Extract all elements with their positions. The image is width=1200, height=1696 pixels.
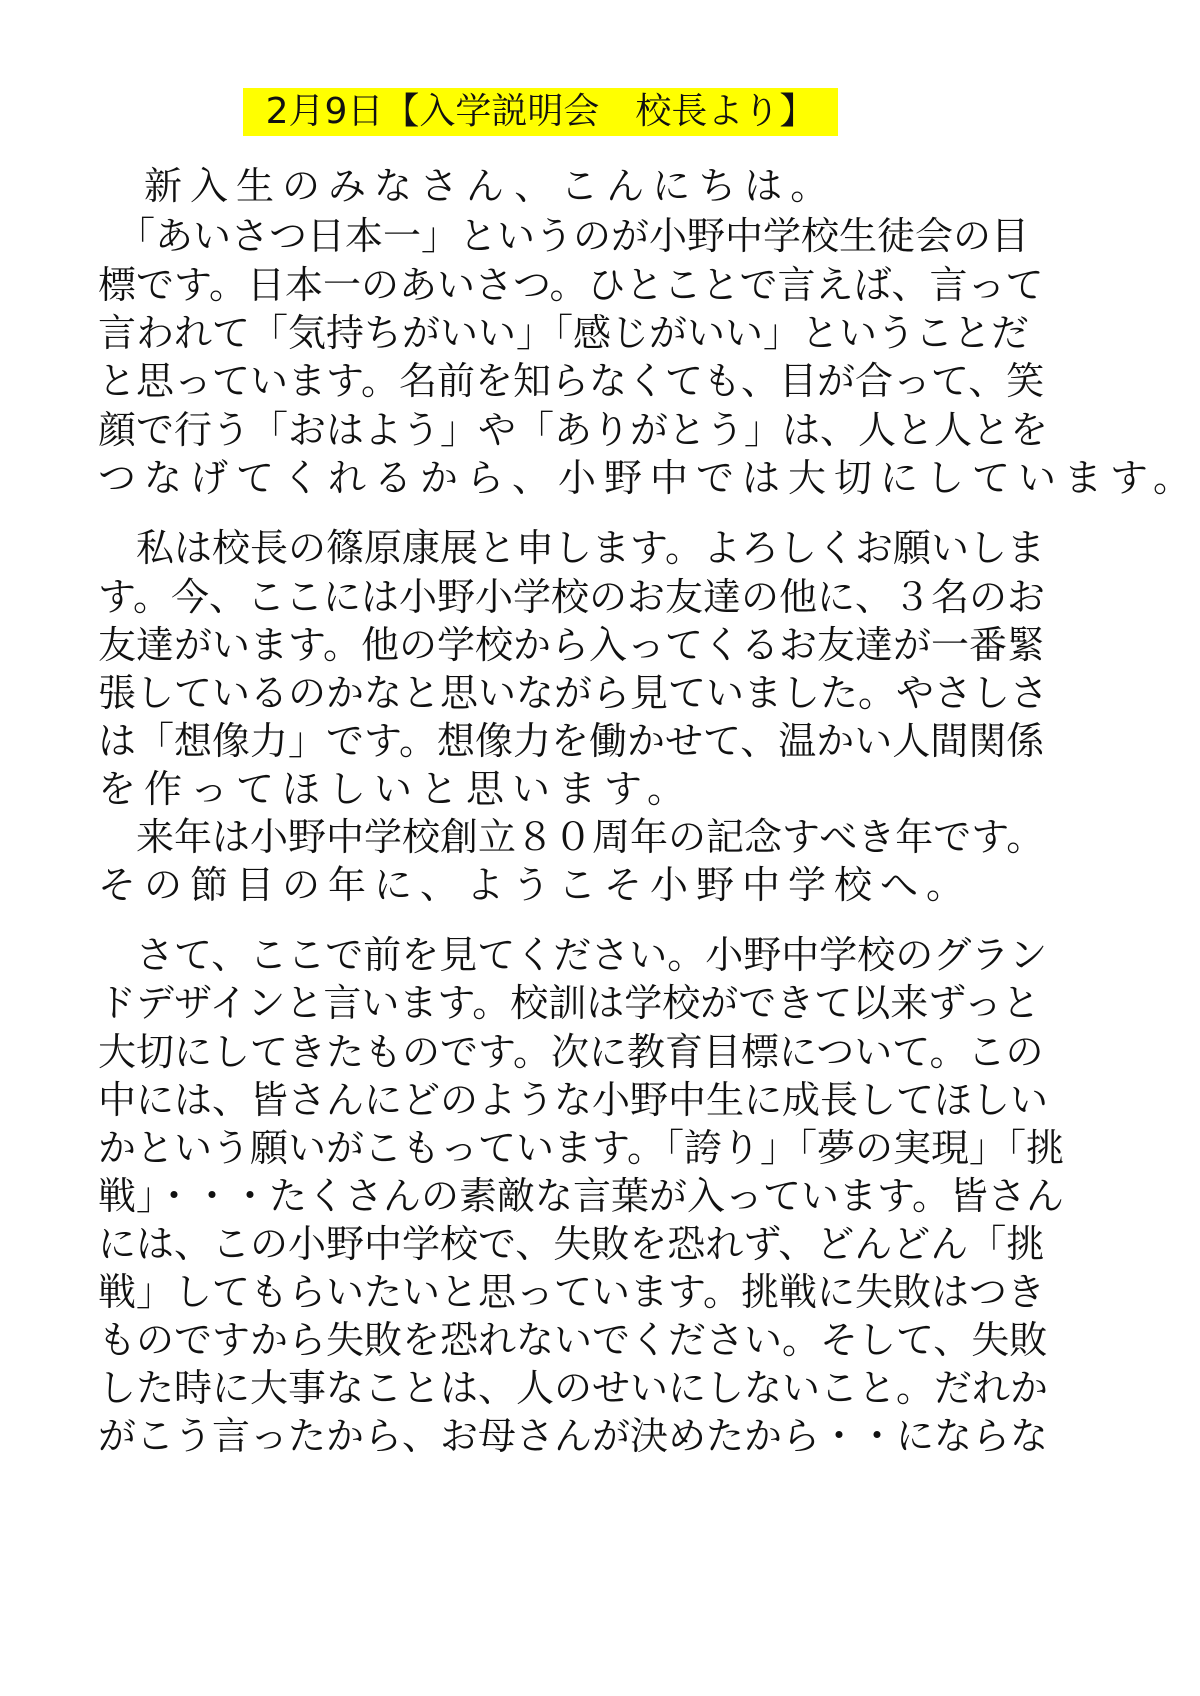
text-line: と思っています。名前を知らなくても、目が合って、笑 [98, 359, 1045, 403]
text-line: 私は校長の篠原康展と申します。よろしくお願いしま [98, 526, 1045, 570]
text-line: 「あいさつ日本一」というのが小野中学校生徒会の目 [98, 214, 1030, 258]
text-line: 来年は小野中学校創立８０周年の記念すべき年です。 [98, 815, 1045, 859]
text-line: 戦」・・・たくさんの素敵な言葉が入っています。皆さん [98, 1174, 1064, 1218]
text-line: を作ってほしいと思います。 [98, 767, 693, 811]
text-line: 戦」してもらいたいと思っています。挑戦に失敗はつき [98, 1270, 1045, 1314]
text-line: かという願いがこもっています。「誇り」「夢の実現」「挑 [98, 1126, 1064, 1170]
text-line: した時に大事なことは、人のせいにしないこと。だれか [98, 1366, 1049, 1410]
text-line: 張しているのかなと思いながら見ていました。やさしさ [98, 671, 1049, 715]
text-line: その節目の年に、ようこそ小野中学校へ。 [98, 863, 973, 907]
text-line: さて、ここで前を見てください。小野中学校のグラン [98, 933, 1048, 977]
text-line: す。今、ここには小野小学校のお友達の他に、３名のお [98, 575, 1045, 619]
text-line: には、この小野中学校で、失敗を恐れず、どんどん「挑 [98, 1222, 1045, 1266]
text-line: つなげてくれるから、小野中では大切にしています。 [98, 456, 1199, 500]
text-line: 言われて「気持ちがいい」「感じがいい」ということだ [98, 311, 1030, 355]
text-line: 標です。日本一のあいさつ。ひとことで言えば、言って [98, 263, 1044, 307]
text-line: ドデザインと言います。校訓は学校ができて以来ずっと [98, 981, 1041, 1025]
text-line: 顔で行う「おはよう」や「ありがとう」は、人と人とを [98, 408, 1049, 452]
text-line: 大切にしてきたものです。次に教育目標について。この [98, 1030, 1044, 1074]
document-title: 2月9日【入学説明会 校長より】 [243, 88, 838, 136]
text-line: 中には、皆さんにどのような小野中生に成長してほしい [98, 1078, 1049, 1122]
text-line: 新入生のみなさん、こんにちは。 [98, 164, 837, 208]
text-line: 友達がいます。他の学校から入ってくるお友達が一番緊 [98, 623, 1045, 667]
text-line: ものですから失敗を恐れないでください。そして、失敗 [98, 1318, 1048, 1362]
text-line: は「想像力」です。想像力を働かせて、温かい人間関係 [98, 719, 1045, 763]
text-line: がこう言ったから、お母さんが決めたから・・にならな [98, 1414, 1049, 1458]
